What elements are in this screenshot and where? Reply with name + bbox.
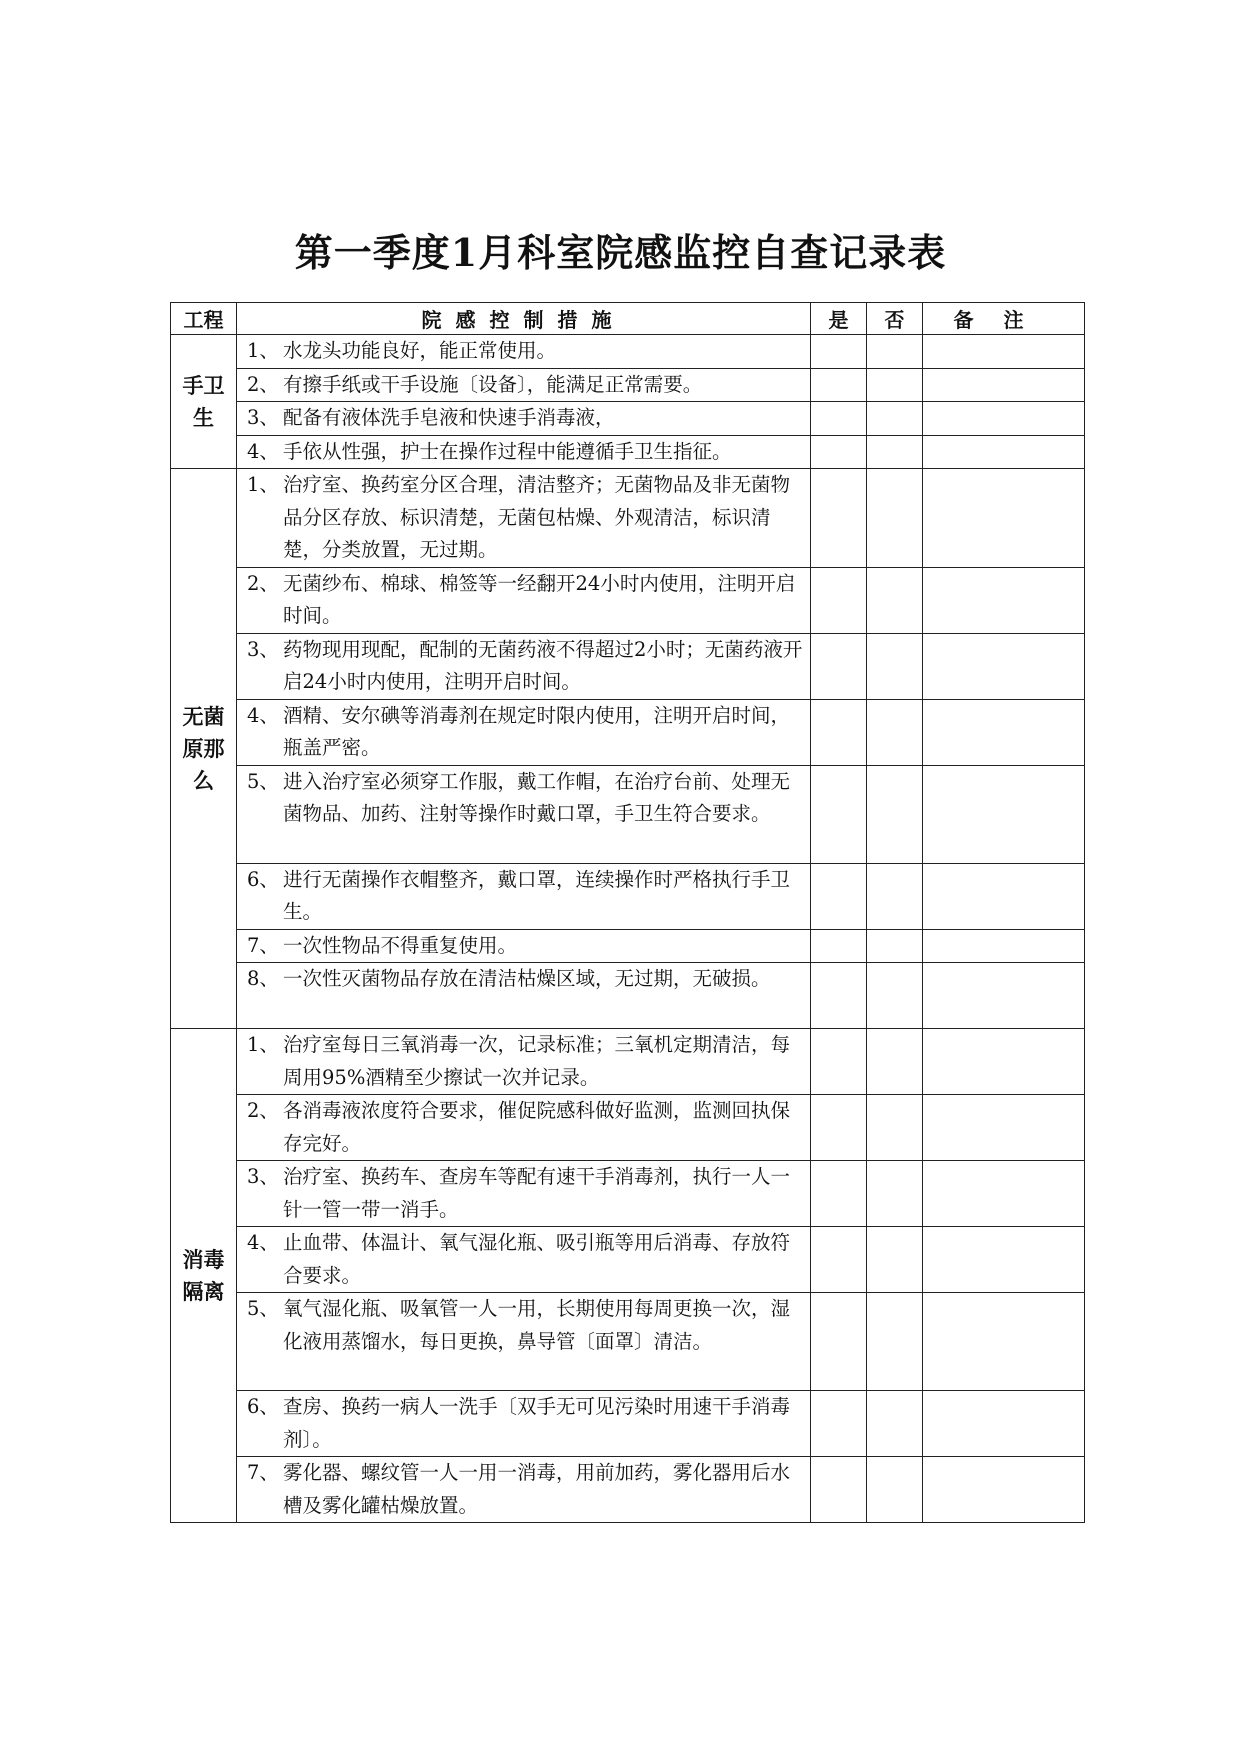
self-check-table	[170, 302, 1085, 1523]
item-text: 查房、换药一病人一洗手〔双手无可见污染时用速干手消毒剂〕。	[283, 1395, 791, 1451]
yes-cell[interactable]	[811, 402, 867, 436]
remarks-cell[interactable]	[923, 1293, 1085, 1391]
yes-cell[interactable]	[811, 368, 867, 402]
item-text: 氧气湿化瓶、吸氧管一人一用，长期使用每周更换一次，湿化液用蒸馏水，每日更换，鼻导管〔面罩〕清洁。	[283, 1297, 791, 1353]
no-cell[interactable]	[867, 1029, 923, 1095]
yes-cell[interactable]	[811, 1391, 867, 1457]
remarks-cell[interactable]	[923, 1391, 1085, 1457]
table-row	[171, 335, 1085, 369]
yes-cell[interactable]	[811, 335, 867, 369]
category-cell	[171, 469, 237, 1029]
measure-cell	[237, 633, 811, 699]
item-number: 6、	[247, 1395, 279, 1418]
no-cell[interactable]	[867, 1227, 923, 1293]
item-text: 进入治疗室必须穿工作服，戴工作帽，在治疗台前、处理无菌物品、加药、注射等操作时戴口罩，手卫生符合要求。	[283, 769, 791, 825]
remarks-cell[interactable]	[923, 963, 1085, 1029]
table-row	[171, 699, 1085, 765]
table-row	[171, 1095, 1085, 1161]
item-text: 药物现用现配，配制的无菌药液不得超过2小时；无菌药液开启24小时内使用，注明开启时间。	[283, 637, 803, 693]
table-row	[171, 929, 1085, 963]
item-number: 5、	[247, 1297, 279, 1320]
measure-cell	[237, 963, 811, 1029]
header-row	[171, 303, 1085, 335]
header-no: 否	[867, 303, 923, 335]
item-text: 手依从性强，护士在操作过程中能遵循手卫生指征。	[283, 439, 732, 463]
remarks-cell[interactable]	[923, 633, 1085, 699]
remarks-cell[interactable]	[923, 1029, 1085, 1095]
item-text: 止血带、体温计、氧气湿化瓶、吸引瓶等用后消毒、存放符合要求。	[283, 1231, 791, 1287]
no-cell[interactable]	[867, 335, 923, 369]
table-row	[171, 963, 1085, 1029]
no-cell[interactable]	[867, 633, 923, 699]
yes-cell[interactable]	[811, 863, 867, 929]
category-cell	[171, 1029, 237, 1523]
table-row	[171, 469, 1085, 568]
table-row	[171, 435, 1085, 469]
no-cell[interactable]	[867, 368, 923, 402]
item-number: 2、	[247, 372, 279, 396]
measure-cell	[237, 863, 811, 929]
remarks-cell[interactable]	[923, 1095, 1085, 1161]
header-project: 工程	[171, 303, 237, 335]
remarks-cell[interactable]	[923, 1457, 1085, 1523]
measure-cell	[237, 1391, 811, 1457]
remarks-cell[interactable]	[923, 567, 1085, 633]
yes-cell[interactable]	[811, 699, 867, 765]
item-text: 进行无菌操作衣帽整齐，戴口罩，连续操作时严格执行手卫生。	[283, 867, 791, 923]
yes-cell[interactable]	[811, 963, 867, 1029]
category-label: 消毒隔离	[182, 1247, 225, 1304]
no-cell[interactable]	[867, 1095, 923, 1161]
measure-cell	[237, 929, 811, 963]
table-row	[171, 1227, 1085, 1293]
remarks-cell[interactable]	[923, 368, 1085, 402]
yes-cell[interactable]	[811, 567, 867, 633]
no-cell[interactable]	[867, 1457, 923, 1523]
header-remarks: 备注	[923, 303, 1085, 335]
item-text: 水龙头功能良好，能正常使用。	[283, 339, 557, 362]
yes-cell[interactable]	[811, 1457, 867, 1523]
item-number: 4、	[247, 1231, 279, 1254]
item-number: 1、	[247, 473, 279, 496]
item-text: 治疗室、换药车、查房车等配有速干手消毒剂，执行一人一针一管一带一消手。	[283, 1165, 791, 1221]
measure-cell	[237, 1227, 811, 1293]
no-cell[interactable]	[867, 929, 923, 963]
table-row	[171, 1029, 1085, 1095]
category-cell	[171, 335, 237, 469]
item-number: 2、	[247, 1099, 279, 1122]
table-row	[171, 633, 1085, 699]
item-number: 2、	[247, 571, 279, 595]
item-number: 4、	[247, 439, 279, 463]
measure-cell	[237, 1161, 811, 1227]
no-cell[interactable]	[867, 567, 923, 633]
measure-cell	[237, 1293, 811, 1391]
no-cell[interactable]	[867, 435, 923, 469]
measure-cell	[237, 368, 811, 402]
table-row	[171, 402, 1085, 436]
table-row	[171, 1293, 1085, 1391]
measure-cell	[237, 699, 811, 765]
remarks-cell[interactable]	[923, 469, 1085, 568]
remarks-cell[interactable]	[923, 1227, 1085, 1293]
item-text: 治疗室、换药室分区合理，清洁整齐；无菌物品及非无菌物品分区存放、标识清楚，无菌包枯燥、外观清洁，标识清楚，分类放置，无过期。	[283, 473, 791, 561]
measure-cell	[237, 1095, 811, 1161]
measure-cell	[237, 1457, 811, 1523]
yes-cell[interactable]	[811, 1095, 867, 1161]
item-number: 3、	[247, 637, 279, 661]
item-text: 有擦手纸或干手设施〔设备〕，能满足正常需要。	[283, 372, 703, 396]
item-number: 7、	[247, 933, 279, 957]
item-number: 3、	[247, 406, 279, 429]
item-text: 各消毒液浓度符合要求，催促院感科做好监测，监测回执保存完好。	[283, 1099, 791, 1155]
no-cell[interactable]	[867, 963, 923, 1029]
item-number: 1、	[247, 1033, 279, 1056]
measure-cell	[237, 1029, 811, 1095]
yes-cell[interactable]	[811, 469, 867, 568]
measure-cell	[237, 435, 811, 469]
remarks-cell[interactable]	[923, 699, 1085, 765]
table-row	[171, 368, 1085, 402]
table-row	[171, 1457, 1085, 1523]
measure-cell	[237, 402, 811, 436]
remarks-cell[interactable]	[923, 402, 1085, 436]
measure-cell	[237, 567, 811, 633]
yes-cell[interactable]	[811, 633, 867, 699]
no-cell[interactable]	[867, 402, 923, 436]
item-text: 无菌纱布、棉球、棉签等一经翻开24小时内使用，注明开启时间。	[283, 571, 796, 627]
item-number: 7、	[247, 1461, 279, 1484]
item-text: 一次性物品不得重复使用。	[283, 933, 518, 957]
category-label: 无菌原那么	[182, 704, 225, 793]
yes-cell[interactable]	[811, 1161, 867, 1227]
item-text: 一次性灭菌物品存放在清洁枯燥区域，无过期，无破损。	[283, 967, 771, 990]
remarks-cell[interactable]	[923, 765, 1085, 863]
remarks-cell[interactable]	[923, 863, 1085, 929]
item-number: 8、	[247, 967, 279, 990]
no-cell[interactable]	[867, 863, 923, 929]
item-text: 酒精、安尔碘等消毒剂在规定时限内使用，注明开启时间，瓶盖严密。	[283, 703, 791, 759]
remarks-cell[interactable]	[923, 929, 1085, 963]
no-cell[interactable]	[867, 469, 923, 568]
yes-cell[interactable]	[811, 929, 867, 963]
item-number: 3、	[247, 1165, 279, 1188]
remarks-cell[interactable]	[923, 1161, 1085, 1227]
category-label: 手卫生	[182, 373, 225, 430]
item-number: 6、	[247, 867, 279, 891]
remarks-cell[interactable]	[923, 335, 1085, 369]
item-number: 4、	[247, 703, 279, 727]
measure-cell	[237, 335, 811, 369]
item-text: 配备有液体洗手皂液和快速手消毒液，	[283, 406, 615, 429]
table-row	[171, 567, 1085, 633]
measure-cell	[237, 469, 811, 568]
measure-cell	[237, 765, 811, 863]
item-number: 1、	[247, 339, 279, 362]
header-yes: 是	[811, 303, 867, 335]
table-row	[171, 1391, 1085, 1457]
no-cell[interactable]	[867, 1391, 923, 1457]
yes-cell[interactable]	[811, 1227, 867, 1293]
yes-cell[interactable]	[811, 435, 867, 469]
page-title: 第一季度1月科室院感监控自查记录表	[294, 230, 947, 275]
no-cell[interactable]	[867, 765, 923, 863]
yes-cell[interactable]	[811, 1029, 867, 1095]
item-text: 雾化器、螺纹管一人一用一消毒，用前加药，雾化器用后水槽及雾化罐枯燥放置。	[283, 1461, 791, 1517]
yes-cell[interactable]	[811, 765, 867, 863]
yes-cell[interactable]	[811, 1293, 867, 1391]
table-row	[171, 765, 1085, 863]
item-number: 5、	[247, 769, 279, 793]
table-row	[171, 863, 1085, 929]
remarks-cell[interactable]	[923, 435, 1085, 469]
no-cell[interactable]	[867, 1161, 923, 1227]
table-row	[171, 1161, 1085, 1227]
header-measures: 院感控制措施	[237, 303, 811, 335]
no-cell[interactable]	[867, 1293, 923, 1391]
item-text: 治疗室每日三氧消毒一次，记录标准；三氧机定期清洁，每周用95%酒精至少擦试一次并记录。	[283, 1033, 791, 1089]
no-cell[interactable]	[867, 699, 923, 765]
